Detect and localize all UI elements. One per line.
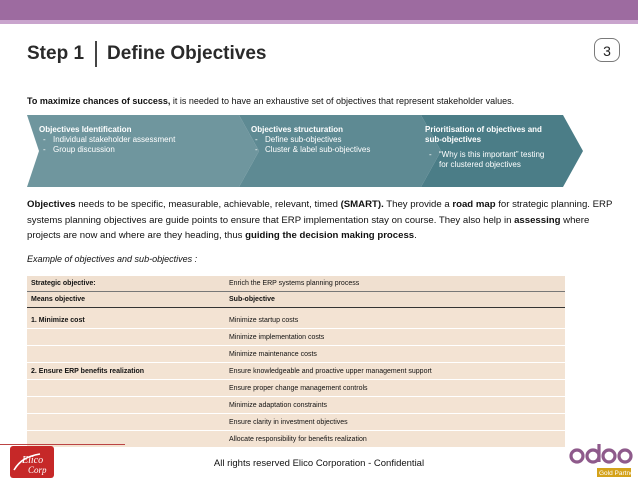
para-bold-roadmap: road map	[452, 199, 496, 210]
para-text: where projects are now and where are they heading, thus	[27, 214, 590, 241]
sub-cell: Minimize startup costs	[229, 316, 299, 324]
process-step-1-item: - Individual stakeholder assessment	[39, 135, 229, 145]
intro-text	[27, 96, 514, 106]
sub-cell: Ensure knowledgeable and proactive upper management support	[229, 367, 432, 375]
page-number-badge: 3	[594, 38, 620, 62]
sub-cell: Minimize implementation costs	[229, 333, 325, 341]
top-banner-accent	[0, 20, 638, 24]
table-strategic-row	[27, 276, 565, 292]
process-step-3-title: Prioritisation of objectives and sub-objectives	[425, 125, 542, 144]
sub-cell: Minimize maintenance costs	[229, 350, 317, 358]
example-label: Example of objectives and sub-objectives :	[27, 254, 198, 264]
table-row	[27, 397, 565, 414]
svg-text:Corp: Corp	[28, 465, 47, 475]
top-banner	[0, 0, 638, 20]
para-text: for strategic planning. ERP systems planning objectives are guide points to ensure that ERP implementation stay on course. They also help in	[27, 199, 613, 226]
process-step-3-item: - “Why is this important” testing for clustered objectives	[425, 150, 555, 170]
table-row	[27, 380, 565, 397]
table-row	[27, 312, 565, 329]
odoo-logo-icon	[569, 444, 633, 479]
process-step-2	[251, 125, 381, 155]
para-bold-assessing: assessing	[514, 214, 561, 226]
sub-cell: Minimize adaptation constraints	[229, 401, 328, 409]
strategic-value: Enrich the ERP systems planning process	[229, 280, 360, 287]
footer-text: All rights reserved Elico Corporation - Confidential	[213, 458, 425, 469]
footer-divider	[0, 444, 125, 445]
process-step-2-title: Objectives structuration	[251, 125, 344, 134]
para-bold-objectives: Objectives	[27, 199, 76, 210]
process-step-1	[39, 125, 229, 155]
para-bold-smart: (SMART).	[340, 199, 384, 210]
process-step-3	[425, 125, 555, 170]
para-text: .	[414, 230, 417, 241]
sub-cell: Ensure proper change management controls	[229, 384, 368, 392]
sub-cell: Allocate responsibility for benefits realization	[229, 435, 367, 443]
process-step-1-item: - Group discussion	[39, 145, 229, 155]
table-row	[27, 346, 565, 363]
para-text: They provide a	[383, 199, 453, 210]
col-header-means: Means objective	[31, 296, 86, 303]
means-cell: 2. Ensure ERP benefits realization	[31, 367, 145, 375]
table-body	[27, 308, 565, 448]
table-row	[27, 414, 565, 431]
svg-text:Elico: Elico	[22, 455, 44, 466]
slide-title	[27, 41, 266, 67]
table-row	[27, 329, 565, 346]
process-step-2-item: - Cluster & label sub-objectives	[251, 145, 381, 155]
table-row	[27, 431, 565, 448]
sub-cell: Ensure clarity in investment objectives	[229, 418, 348, 426]
process-step-1-title: Objectives Identification	[39, 125, 132, 134]
smart-paragraph	[27, 197, 617, 244]
strategic-label: Strategic objective:	[31, 280, 96, 287]
title-text: Define Objectives	[107, 43, 267, 64]
svg-text:Gold Partner: Gold Partner	[599, 470, 633, 477]
table-row	[27, 363, 565, 380]
odoo-logo	[569, 444, 633, 479]
process-step-2-item: - Define sub-objectives	[251, 135, 381, 145]
means-cell: 1. Minimize cost	[31, 316, 85, 324]
intro-rest: it is needed to have an exhaustive set of objectives that represent stakeholder values.	[170, 96, 515, 106]
table-header-row	[27, 292, 565, 308]
para-bold-guiding: guiding the decision making process	[245, 230, 415, 241]
step-label: Step 1	[27, 43, 85, 64]
para-text: needs to be specific, measurable, achievable, relevant, timed	[75, 199, 341, 210]
col-header-sub: Sub-objective	[229, 296, 275, 303]
objectives-table	[27, 276, 565, 448]
process-flow	[27, 115, 587, 192]
title-separator	[95, 41, 97, 67]
intro-bold: To maximize chances of success,	[27, 96, 171, 106]
